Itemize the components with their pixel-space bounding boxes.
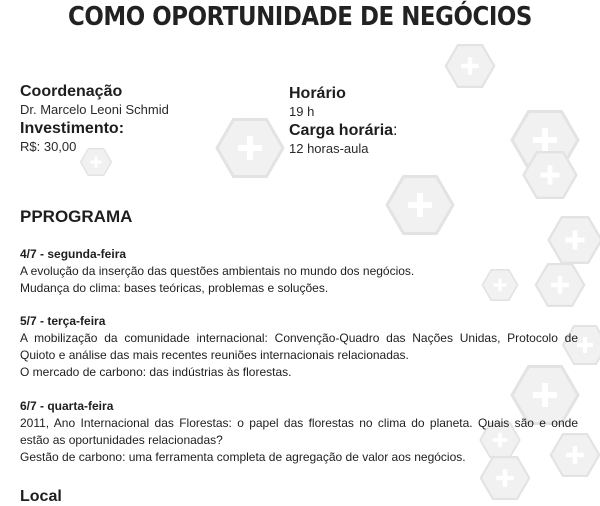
carga-horaria-label-text: Carga horária xyxy=(289,122,394,139)
program-day-line: 2011, Ano Internacional das Florestas: o papel das florestas no clima do planeta. Quais são e onde estão as oportunidades relacionadas? xyxy=(20,416,578,447)
carga-horaria-colon: : xyxy=(393,122,398,139)
horario-label: Horário xyxy=(289,85,346,102)
program-day xyxy=(20,246,578,297)
program-day-date: 6/7 - quarta-feira xyxy=(20,399,114,413)
program-day xyxy=(20,398,578,466)
carga-horaria-value: 12 horas-aula xyxy=(289,141,369,156)
program-day-date: 5/7 - terça-feira xyxy=(20,314,106,328)
info-left-column xyxy=(20,82,169,156)
coordenacao-label: Coordenação xyxy=(20,83,123,100)
horario-value: 19 h xyxy=(289,104,315,119)
program-day-line: Gestão de carbono: uma ferramenta completa de agregação de valor aos negócios. xyxy=(20,450,466,464)
program-day-line: Mudança do clima: bases teóricas, problemas e soluções. xyxy=(20,281,329,295)
program-day-date: 4/7 - segunda-feira xyxy=(20,247,127,261)
investimento-label: Investimento: xyxy=(20,120,125,137)
investimento-value: R$: 30,00 xyxy=(20,139,77,154)
info-right-column xyxy=(289,84,398,158)
coordenacao-value: Dr. Marcelo Leoni Schmid xyxy=(20,102,169,117)
page-title: COMO OPORTUNIDADE DE NEGÓCIOS xyxy=(68,2,532,32)
programa-heading: PPROGRAMA xyxy=(20,207,133,226)
program-day-line: O mercado de carbono: das indústrias às florestas. xyxy=(20,365,292,379)
program-day xyxy=(20,313,578,381)
local-label: Local xyxy=(20,488,62,505)
program-day-line: A evolução da inserção das questões ambientais no mundo dos negócios. xyxy=(20,264,415,278)
carga-horaria-label xyxy=(289,121,398,140)
program-day-line: A mobilização da comunidade internacional: Convenção-Quadro das Nações Unidas, Protocolo de Quioto e análise das mais recentes reuniões internacionais relacionadas. xyxy=(20,331,578,362)
